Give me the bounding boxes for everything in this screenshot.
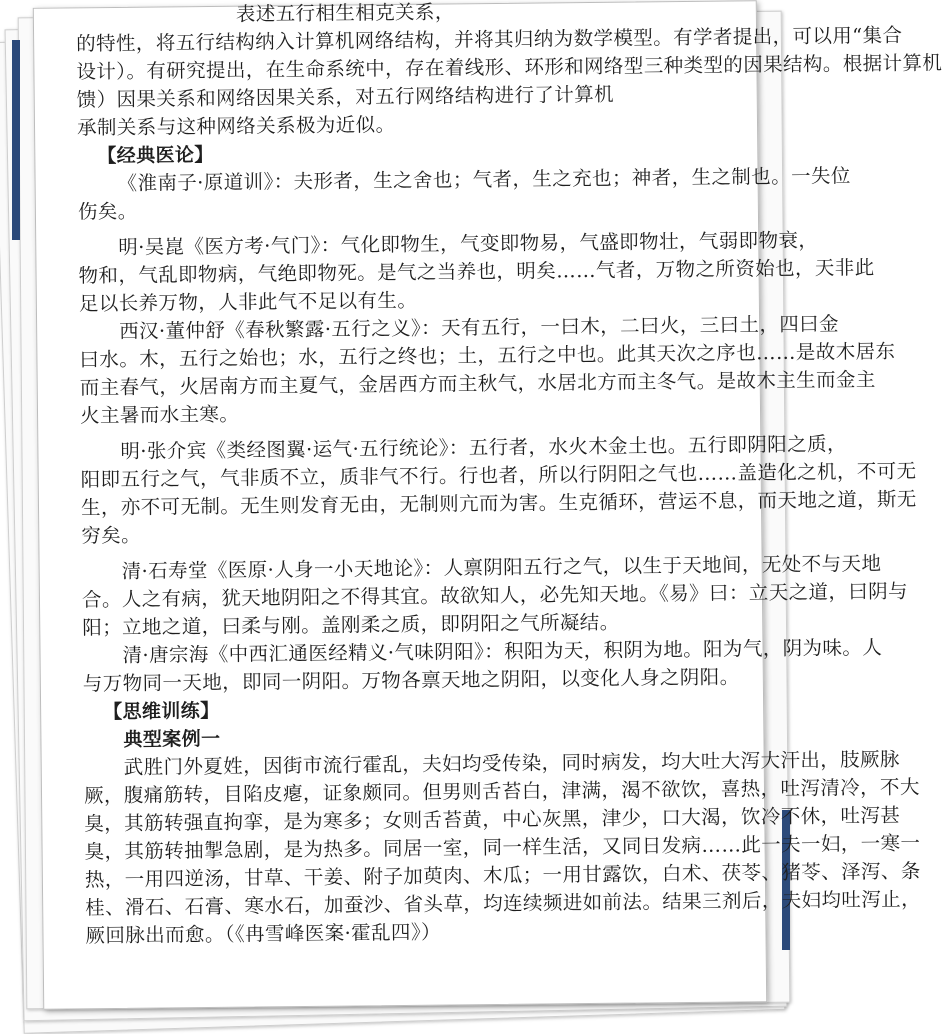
- text-line: 厥，腹痛筋转，目陷皮瘪，证象颇同。但男则舌苔白，津满，渴不欲饮，喜热，吐泻清冷，不大: [83, 775, 920, 808]
- text-line: 承制关系与这种网络关系极为近似。: [76, 113, 396, 140]
- text-line: 武胜门外夏姓，因街市流行霍乱，夫妇均受传染，同时病发，均大吐大泻大汗出，肢厥脉: [123, 747, 900, 779]
- text-line: 明·张介宾《类经图翼·运气·五行统论》：五行者，水火木金土也。五行即阴阳之质，: [120, 432, 847, 463]
- text-line: 桂、滑石、石膏、寒水石，加蚕沙、省头草，均连续频进如前法。结果三剂后，夫妇均吐泻止，: [85, 887, 922, 920]
- document-page: [33, 0, 943, 1010]
- section-heading-classics: 【经典医论】: [97, 143, 214, 168]
- text-line: 《淮南子·原道训》：夫形者，生之舍也；气者，生之充也；神者，生之制也。一失位: [117, 164, 851, 195]
- case-subheading: 典型案例一: [123, 727, 221, 751]
- text-line: 的特性，将五行结构纳入计算机网络结构，并将其归纳为数学模型。有学者提出，可以用“集合: [76, 23, 903, 56]
- text-line: 明·吴崑《医方考·气门》：气化即物生，气变即物易，气盛即物壮，气弱即物衰，: [118, 228, 819, 259]
- text-line: 西汉·董仲舒《春秋繁露·五行之义》：天有五行，一曰木，二曰火，三曰土，四曰金: [119, 312, 840, 343]
- text-line: 而主春气，火居南方而主夏气，金居西方而主秋气，水居北方而主冬气。是故木主生而金主: [79, 368, 876, 400]
- text-line: 足以长养万物，人非此气不足以有生。: [78, 288, 418, 316]
- text-line: 与万物同一天地，即同一阴阳。万物各禀天地之阴阳，以变化人身之阴阳。: [82, 665, 740, 696]
- text-line: 火主暑而水主寒。: [79, 402, 240, 428]
- text-line: 曰水。木，五行之始也；水，五行之终也；土，五行之中也。此其天次之序也……是故木居东: [79, 339, 896, 372]
- text-line: 穷矣。: [81, 523, 142, 548]
- text-line: 设计）。有研究提出，在生命系统中，存在着线形、环形和网络型三种类型的因果结构。根据计算机: [76, 51, 943, 84]
- text-line: 合。人之有病，犹天地阴阳之不得其宜。故欲知人，必先知天地。《易》曰：立天之道，曰阴与: [81, 579, 909, 612]
- text-line: 物和，气乱即物病，气绝即物死。是气之当养也，明矣……气者，万物之所资始也，天非此: [78, 256, 875, 288]
- text-line: 清·唐宗海《中西汇通医经精义·气味阴阳》：积阳为天，积阴为地。阳为气，阴为味。人: [122, 635, 883, 667]
- text-line: 阳；立地之道，曰柔与刚。盖刚柔之质，即阴阳之气所凝结。: [82, 610, 620, 640]
- book-cover-edge: [12, 40, 20, 240]
- page-text: [76, 0, 943, 950]
- text-line: 臭，其筋转抽掣急剧，是为热多。同居一室，同一样生活，又同日发病……此一夫一妇，一寒一: [84, 831, 921, 864]
- text-line: 阳即五行之气，气非质不立，质非气不行。行也者，所以行阴阳之气也……盖造化之机，不可无: [80, 459, 917, 492]
- text-line: 馈）因果关系和网络因果关系，对五行网络结构进行了计算机: [76, 82, 615, 112]
- text-fragment: 表述五行相生相克关系，: [235, 0, 455, 26]
- text-line: 厥回脉出而愈。（《冉雪峰医案·霍乱四》）: [85, 920, 442, 948]
- text-line: 热，一用四逆汤，甘草、干姜、附子加萸肉、木瓜；一用甘露饮，白术、茯苓、猪苓、泽泻、条: [84, 859, 921, 892]
- text-line: 生，亦不可无制。无生则发育无由，无制则亢而为害。生克循环，营运不息，而天地之道，斯无: [80, 487, 917, 520]
- text-line: 清·石寿堂《医原·人身一小天地论》：人禀阴阳五行之气，以生于天地间，无处不与天地: [121, 551, 882, 583]
- text-line: 伤矣。: [77, 199, 138, 224]
- section-heading-training: 【思维训练】: [103, 699, 220, 724]
- text-line: 臭，其筋转强直拘挛，是为寒多；女则舌苔黄，中心灰黑，津少，口大渴，饮冷不休，吐泻甚: [84, 803, 901, 836]
